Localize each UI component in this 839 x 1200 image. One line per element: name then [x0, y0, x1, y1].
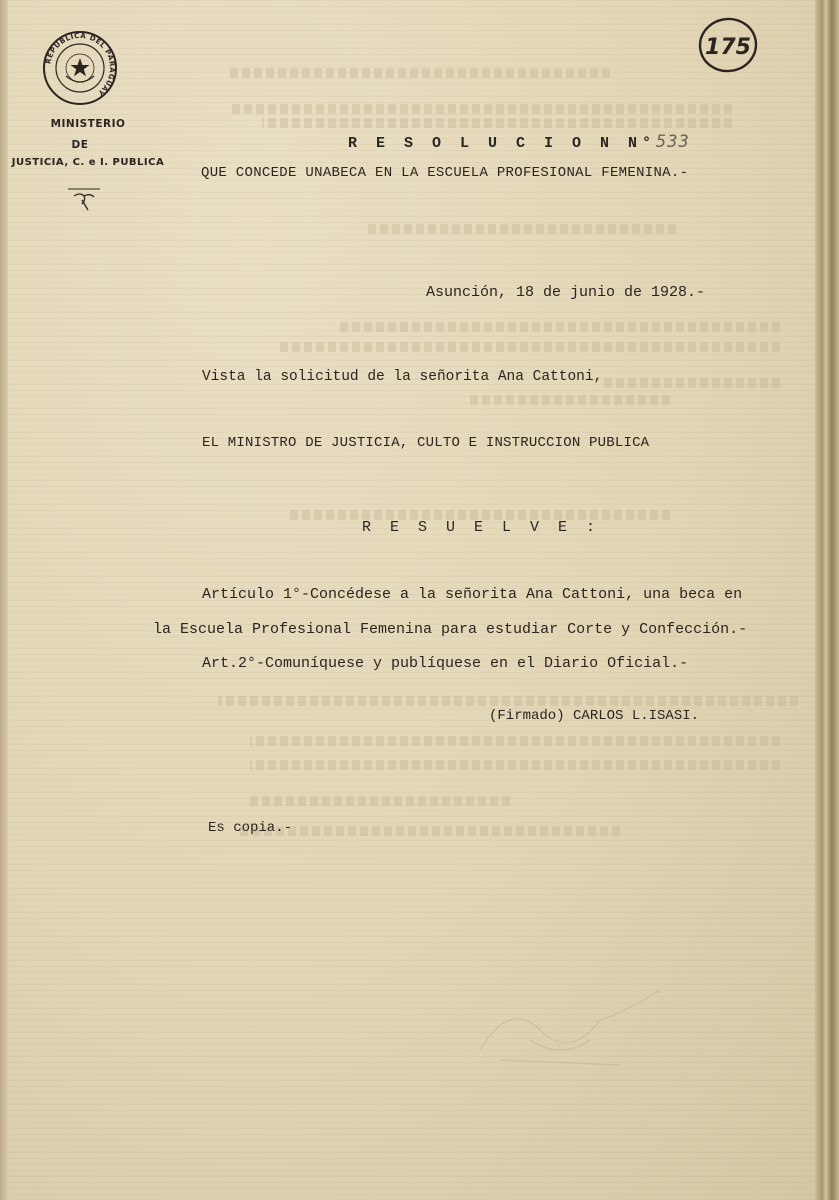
national-seal-icon: [42, 30, 118, 106]
bleed-through-mark: [280, 342, 780, 352]
ministry-name-line1: MINISTERIO: [50, 118, 126, 130]
bleed-through-mark: [232, 104, 732, 114]
article-2: Art.2°-Comuníquese y publíquese en el Diario Oficial.-: [202, 655, 689, 672]
folio-stamp: [697, 14, 759, 76]
resolution-title-label: R E S O L U C I O N N°: [348, 135, 657, 152]
bleed-through-mark: [240, 826, 620, 836]
minister-heading: EL MINISTRO DE JUSTICIA, CULTO E INSTRUCCION PUBLICA: [202, 435, 650, 451]
bleed-through-mark: [470, 395, 670, 405]
vista-paragraph: Vista la solicitud de la señorita Ana Cattoni,: [202, 369, 603, 385]
bleed-through-signature: [470, 980, 670, 1070]
bleed-through-mark: [340, 322, 780, 332]
resolution-title: [348, 132, 690, 152]
seal-text: REPUBLICA DEL PARAGUAY: [44, 31, 117, 98]
handwritten-initial-mark: [66, 186, 102, 212]
resuelve-heading: R E S U E L V E :: [362, 519, 601, 536]
copy-certification: Es copia.-: [208, 820, 293, 836]
page-binding-edge: [815, 0, 839, 1200]
ministry-name-line3: JUSTICIA, C. e I. PUBLICA: [11, 157, 165, 168]
folio-number: 175: [705, 35, 751, 60]
bleed-through-mark: [600, 378, 780, 388]
bleed-through-mark: [230, 68, 610, 78]
bleed-through-mark: [250, 736, 780, 746]
bleed-through-mark: [366, 224, 676, 234]
bleed-through-mark: [250, 796, 510, 806]
article-1-line1: Artículo 1°-Concédese a la señorita Ana Cattoni, una beca en: [202, 586, 743, 603]
bleed-through-mark: [262, 118, 732, 128]
signature-line: (Firmado) CARLOS L.ISASI.: [489, 708, 700, 724]
page-left-edge: [0, 0, 8, 1200]
resolution-subtitle: QUE CONCEDE UNABECA EN LA ESCUELA PROFESIONAL FEMENINA.-: [201, 165, 689, 181]
resolution-number: 533: [656, 132, 690, 152]
bleed-through-mark: [218, 696, 798, 706]
ministry-name-line2: DE: [71, 139, 89, 151]
article-1-line2: la Escuela Profesional Femenina para estudiar Corte y Confección.-: [153, 621, 748, 638]
resolution-date: Asunción, 18 de junio de 1928.-: [426, 284, 706, 301]
bleed-through-mark: [250, 760, 780, 770]
